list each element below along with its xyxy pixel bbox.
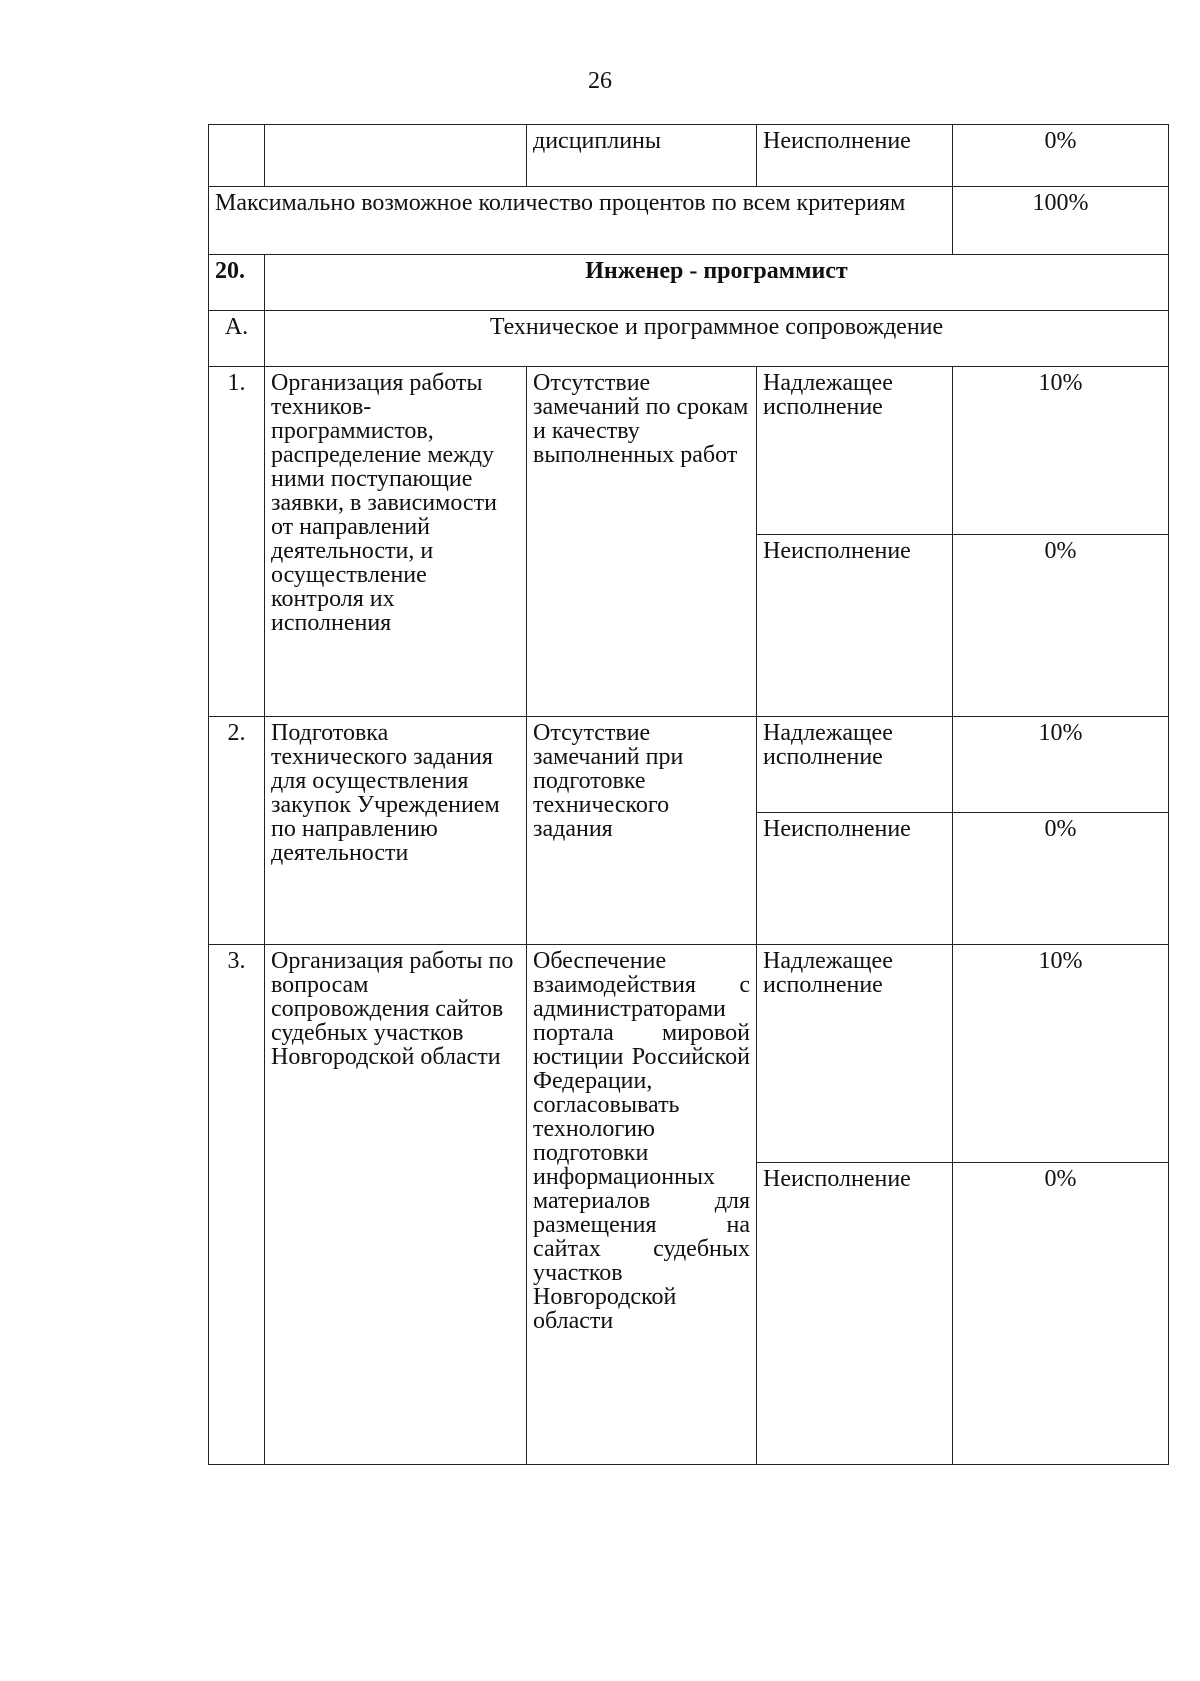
page-number: 26 bbox=[588, 68, 612, 94]
item-2-grade-good: Надлежащее исполнение bbox=[757, 717, 953, 813]
item-2-criterion: Отсутствие замечаний при подготовке технического задания bbox=[527, 717, 757, 945]
item-3-number: 3. bbox=[209, 945, 265, 1465]
item-3-criterion: Обеспечение взаимодействия с администраторами портала мировой юстиции Российской Федерации, согласовывать технологию подготовки информационных материалов для размещения на сайтах судебных участков Новгородской области bbox=[527, 945, 757, 1465]
item-3-row-good bbox=[209, 945, 1169, 1163]
continued-task-cell bbox=[265, 125, 527, 187]
item-3-percent-bad: 0% bbox=[953, 1163, 1169, 1465]
continued-grade-cell: Неисполнение bbox=[757, 125, 953, 187]
section-title: Инженер - программист bbox=[265, 255, 1169, 311]
item-3-grade-bad: Неисполнение bbox=[757, 1163, 953, 1465]
item-2-task: Подготовка технического задания для осуществления закупок Учреждением по направлению деятельности bbox=[265, 717, 527, 945]
item-1-grade-bad: Неисполнение bbox=[757, 535, 953, 717]
item-1-grade-good: Надлежащее исполнение bbox=[757, 367, 953, 535]
item-1-row-good bbox=[209, 367, 1169, 535]
continued-criterion-cell: дисциплины bbox=[527, 125, 757, 187]
item-2-row-good bbox=[209, 717, 1169, 813]
max-total-label: Максимально возможное количество процентов по всем критериям bbox=[209, 187, 953, 255]
item-3-grade-good: Надлежащее исполнение bbox=[757, 945, 953, 1163]
subsection-title: Техническое и программное сопровождение bbox=[265, 311, 1169, 367]
item-3-percent-good: 10% bbox=[953, 945, 1169, 1163]
max-total-row bbox=[209, 187, 1169, 255]
criteria-table bbox=[208, 124, 1169, 1465]
item-1-task: Организация работы техников-программистов, распределение между ними поступающие заявки, в зависимости от направлений деятельности, и осуществление контроля их исполнения bbox=[265, 367, 527, 717]
subsection-row bbox=[209, 311, 1169, 367]
max-total-percent: 100% bbox=[953, 187, 1169, 255]
item-2-grade-bad: Неисполнение bbox=[757, 813, 953, 945]
subsection-letter: А. bbox=[209, 311, 265, 367]
item-2-percent-bad: 0% bbox=[953, 813, 1169, 945]
item-1-percent-bad: 0% bbox=[953, 535, 1169, 717]
item-1-percent-good: 10% bbox=[953, 367, 1169, 535]
item-2-percent-good: 10% bbox=[953, 717, 1169, 813]
section-row bbox=[209, 255, 1169, 311]
continued-number-cell bbox=[209, 125, 265, 187]
item-3-task: Организация работы по вопросам сопровождения сайтов судебных участков Новгородской области bbox=[265, 945, 527, 1465]
section-number: 20. bbox=[209, 255, 265, 311]
item-1-number: 1. bbox=[209, 367, 265, 717]
item-1-criterion: Отсутствие замечаний по срокам и качеству выполненных работ bbox=[527, 367, 757, 717]
continued-percent-cell: 0% bbox=[953, 125, 1169, 187]
item-2-number: 2. bbox=[209, 717, 265, 945]
continued-row bbox=[209, 125, 1169, 187]
